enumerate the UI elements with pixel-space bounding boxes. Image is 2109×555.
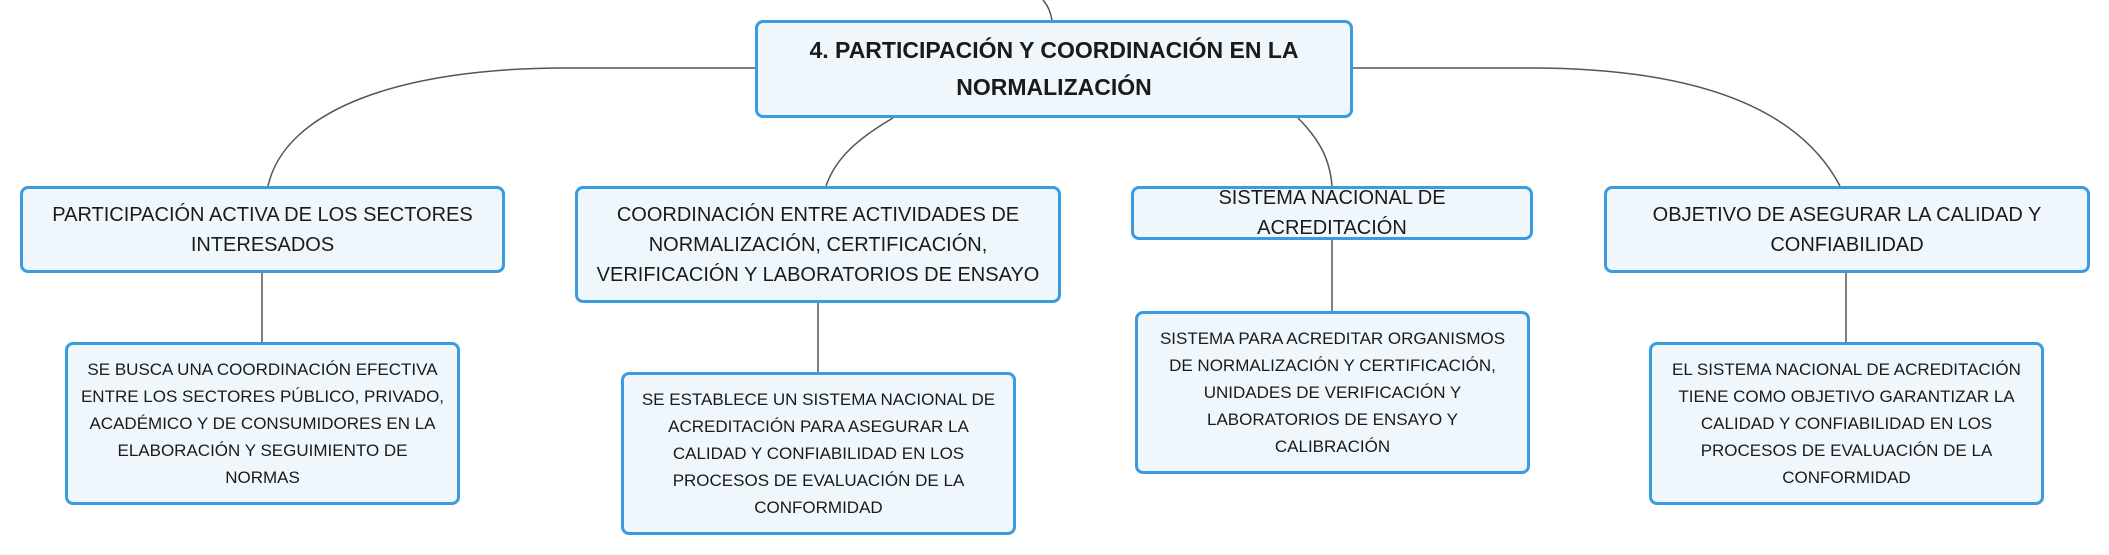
detail-text: SE BUSCA UNA COORDINACIÓN EFECTIVA ENTRE LOS SECTORES PÚBLICO, PRIVADO, ACADÉMICO Y DE CONSUMIDORES EN LA ELABORACIÓN Y SEGUIMIENTO DE NORMAS <box>80 360 445 487</box>
root-topic[interactable] <box>755 20 1353 118</box>
connector-root-branch-3 <box>1298 118 1332 186</box>
branch-objetivo[interactable] <box>1604 186 2090 273</box>
connector-root-branch-2 <box>826 118 893 186</box>
root-topic-label: 4. PARTICIPACIÓN Y COORDINACIÓN EN LA NORMALIZACIÓN <box>809 37 1299 100</box>
detail-sistema-nacional[interactable] <box>1135 311 1530 474</box>
connector-root-branch-1 <box>268 68 755 186</box>
detail-coordinacion[interactable] <box>621 372 1016 535</box>
detail-text: EL SISTEMA NACIONAL DE ACREDITACIÓN TIENE COMO OBJETIVO GARANTIZAR LA CALIDAD Y CONFIABILIDAD EN LOS PROCESOS DE EVALUACIÓN DE LA CONFORMIDAD <box>1672 360 2021 487</box>
branch-label: SISTEMA NACIONAL DE ACREDITACIÓN <box>1218 187 1446 239</box>
branch-participacion[interactable] <box>20 186 505 273</box>
branch-label: COORDINACIÓN ENTRE ACTIVIDADES DE NORMALIZACIÓN, CERTIFICACIÓN, VERIFICACIÓN Y LABORATORIOS DE ENSAYO <box>596 203 1040 286</box>
branch-label: PARTICIPACIÓN ACTIVA DE LOS SECTORES INTERESADOS <box>52 203 473 256</box>
connector-root-up <box>1043 0 1052 20</box>
branch-coordinacion[interactable] <box>575 186 1061 303</box>
branch-sistema-nacional[interactable] <box>1131 186 1533 240</box>
detail-participacion[interactable] <box>65 342 460 505</box>
connector-root-branch-4 <box>1353 68 1840 186</box>
branch-label: OBJETIVO DE ASEGURAR LA CALIDAD Y CONFIABILIDAD <box>1652 203 2042 256</box>
detail-text: SE ESTABLECE UN SISTEMA NACIONAL DE ACREDITACIÓN PARA ASEGURAR LA CALIDAD Y CONFIABILIDAD EN LOS PROCESOS DE EVALUACIÓN DE LA CONFORMIDAD <box>641 390 996 517</box>
detail-text: SISTEMA PARA ACREDITAR ORGANISMOS DE NORMALIZACIÓN Y CERTIFICACIÓN, UNIDADES DE VERIFICACIÓN Y LABORATORIOS DE ENSAYO Y CALIBRACIÓN <box>1159 329 1506 456</box>
detail-objetivo[interactable] <box>1649 342 2044 505</box>
